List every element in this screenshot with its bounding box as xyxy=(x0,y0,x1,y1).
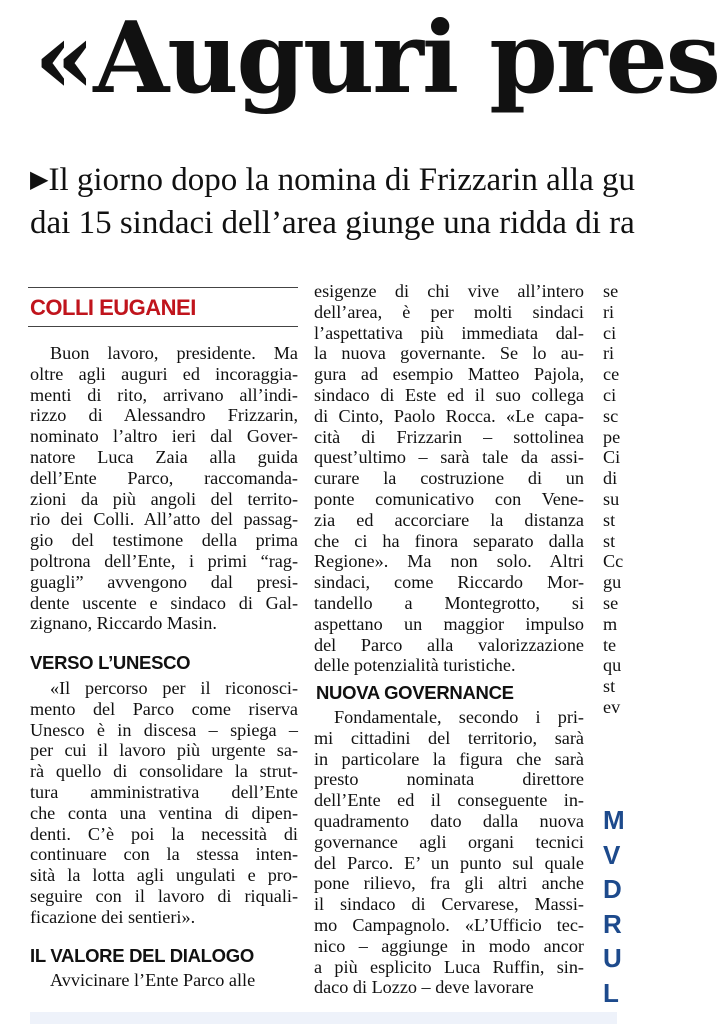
text-line: sc xyxy=(603,405,619,426)
text-line: U xyxy=(603,943,622,973)
text-line: presto nominata direttore xyxy=(314,769,584,790)
text-line: nico – aggiunge in modo ancor xyxy=(314,935,584,956)
section-label: COLLI EUGANEI xyxy=(30,295,196,320)
text-line: cità di Frizzarin – sottolinea xyxy=(314,426,584,447)
text-line: M xyxy=(603,805,625,835)
text-line: dell’Ente Parco, raccomanda- xyxy=(30,467,298,488)
headline: «Auguri pres xyxy=(34,1,719,116)
text-line: «Il percorso per il riconosci- xyxy=(50,678,298,698)
text-line: mi cittadini del territorio, sarà xyxy=(314,727,584,748)
bottom-strip xyxy=(30,1012,617,1024)
text-line: nominato l’altro ieri dal Gover- xyxy=(30,426,298,447)
text-line: sindaco di Este ed il suo collega xyxy=(314,384,584,405)
text-line: V xyxy=(603,839,621,870)
text-line: zia ed accorciare la distanza xyxy=(314,509,584,530)
column-3-text xyxy=(603,281,623,718)
column-3 xyxy=(603,281,623,718)
text-line: ponte comunicativo con Vene- xyxy=(314,488,584,509)
subheading-valore-dialogo: IL VALORE DEL DIALOGO xyxy=(30,945,254,966)
text-line: ci xyxy=(603,384,617,405)
text-line: Ci xyxy=(603,447,621,468)
text-line: pe xyxy=(603,426,621,447)
text-line: gu xyxy=(603,572,622,593)
text-line: ci xyxy=(603,322,617,343)
text-line: gura ad esempio Matteo Pajola, xyxy=(314,364,584,385)
text-line: Avvicinare l’Ente Parco alle xyxy=(50,970,256,990)
text-line: continuare con la stessa inten- xyxy=(30,844,298,865)
text-line: gio del testimone della prima xyxy=(30,530,298,551)
text-line: Buon lavoro, presidente. Ma xyxy=(50,343,298,363)
text-line: sità la lotta agli ungulati e pro- xyxy=(30,865,298,886)
text-line: ficazione dei sentieri». xyxy=(30,906,196,927)
column-1-part-2 xyxy=(30,678,298,928)
column-1-paragraph-2 xyxy=(30,678,298,928)
text-line: seguire con il lavoro di riquali- xyxy=(30,885,298,906)
text-line: tura amministrativa dell’Ente xyxy=(30,781,298,802)
column-1 xyxy=(30,343,298,634)
column-1-part-3 xyxy=(30,970,298,991)
subheadline-line-2: dai 15 sindaci dell’area giunge una ridda di ra xyxy=(30,205,635,241)
text-line: zignano, Riccardo Masin. xyxy=(30,613,217,634)
text-line: D xyxy=(603,874,622,904)
text-line: curare la costruzione di un xyxy=(314,468,584,489)
text-line: l’aspettativa più immediata dal- xyxy=(314,322,584,343)
text-line: sindaci, come Riccardo Mor- xyxy=(314,572,584,593)
text-line: tandello a Montegrotto, si xyxy=(314,592,584,613)
text-line: se xyxy=(603,281,619,301)
text-line: ri xyxy=(603,301,615,322)
text-line: st xyxy=(603,676,616,697)
text-line: che ci ha finora separato dalla xyxy=(314,530,584,551)
text-line: denti. C’è poi la necessità di xyxy=(30,823,298,844)
text-line: st xyxy=(603,509,616,530)
column-1-paragraph-3 xyxy=(30,970,298,991)
text-line: Fondamentale, secondo i pri- xyxy=(334,707,584,727)
column-2-paragraph-2 xyxy=(314,707,584,998)
text-line: ce xyxy=(603,364,620,385)
column-2 xyxy=(314,281,584,676)
text-line: aspettano un maggior impulso xyxy=(314,613,584,634)
sidebar-blue-text xyxy=(603,803,623,1010)
text-line: mento del Parco come riserva xyxy=(30,698,298,719)
text-line: m xyxy=(603,613,618,634)
text-line: poltrona dell’Ente, i primi “rag- xyxy=(30,550,298,571)
text-line: rio dei Colli. All’atto del passag- xyxy=(30,509,298,530)
text-line: quadramento dato dalla nuova xyxy=(314,810,584,831)
section-bottom-rule xyxy=(28,326,298,327)
text-line: st xyxy=(603,530,616,551)
text-line: in particolare la figura che sarà xyxy=(314,748,584,769)
text-line: dell’area, è per molti sindaci xyxy=(314,301,584,322)
text-line: governance agli organi tecnici xyxy=(314,831,584,852)
text-line: natore Luca Zaia alla guida xyxy=(30,446,298,467)
text-line: menti di rito, arrivano all’indi- xyxy=(30,384,298,405)
text-line: dente uscente e sindaco di Gal- xyxy=(30,592,298,613)
text-line: zioni da più angoli del territo- xyxy=(30,488,298,509)
text-line: Unesco è in discesa – spiega – xyxy=(30,719,298,740)
text-line: del Parco. E’ un punto sul quale xyxy=(314,852,584,873)
text-line: esigenze di chi vive all’intero xyxy=(314,281,584,301)
text-line: su xyxy=(603,488,620,509)
text-line: mo Campagnolo. «L’Ufficio tec- xyxy=(314,914,584,935)
text-line: dell’Ente ed il conseguente in- xyxy=(314,790,584,811)
text-line: di xyxy=(603,468,618,489)
text-line: ri xyxy=(603,343,615,364)
column-1-paragraph-1 xyxy=(30,343,298,634)
text-line: te xyxy=(603,634,617,655)
column-2-paragraph-1 xyxy=(314,281,584,676)
text-line: a più esplicito Luca Ruffin, sin- xyxy=(314,956,584,977)
text-line: guagli” avvengono dal presi- xyxy=(30,571,298,592)
text-line: se xyxy=(603,592,619,613)
sidebar-blue-box xyxy=(603,803,623,1010)
text-line: Regione». Ma non solo. Altri xyxy=(314,551,584,572)
text-line: oltre agli auguri ed incoraggia- xyxy=(30,363,298,384)
text-line: la nuova governante. Se lo au- xyxy=(314,343,584,364)
text-line: rà quello di consolidare la strut- xyxy=(30,761,298,782)
section-top-rule xyxy=(28,287,298,288)
subheading-nuova-governance: NUOVA GOVERNANCE xyxy=(316,682,514,703)
text-line: Cc xyxy=(603,551,624,572)
text-line: il sindaco di Cervarese, Massi- xyxy=(314,894,584,915)
text-line: qu xyxy=(603,655,622,676)
text-line: che conta una ventina di dipen- xyxy=(30,802,298,823)
triangle-marker-icon: ▶ xyxy=(30,167,49,193)
text-line: di Cinto, Paolo Rocca. «Le capa- xyxy=(314,405,584,426)
text-line: del Parco alla valorizzazione xyxy=(314,634,584,655)
text-line: ev xyxy=(603,696,621,717)
text-line: R xyxy=(603,908,622,939)
text-line: pone rilievo, fra gli altri anche xyxy=(314,873,584,894)
text-line: delle potenzialità turistiche. xyxy=(314,655,516,676)
text-line: L xyxy=(603,977,619,1008)
text-line: quest’ultimo – sarà tale da assi- xyxy=(314,447,584,468)
text-line: per cui il lavoro più urgente sa- xyxy=(30,740,298,761)
text-line: daco di Lozzo – deve lavorare xyxy=(314,977,534,998)
text-line: rizzo di Alessandro Frizzarin, xyxy=(30,405,298,426)
column-2-part-2 xyxy=(314,707,584,998)
subheading-verso-unesco: VERSO L’UNESCO xyxy=(30,652,191,673)
subheadline-line-1: ▶Il giorno dopo la nomina di Frizzarin alla gu xyxy=(30,162,635,198)
